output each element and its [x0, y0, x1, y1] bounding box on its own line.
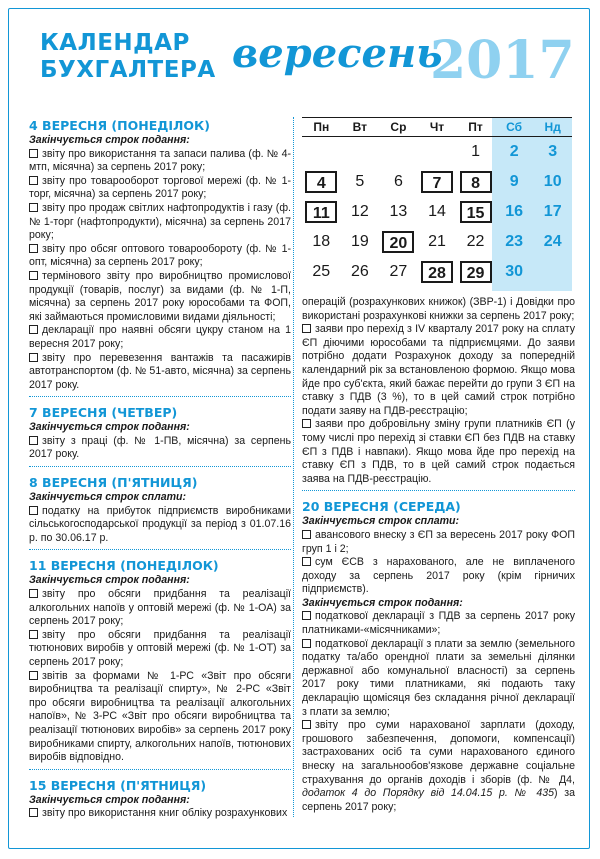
weekday-label: Пт: [468, 120, 483, 134]
checkbox-icon: [302, 324, 311, 333]
section-items: [302, 323, 575, 486]
section-subheading: Закінчується строк подання:: [29, 793, 190, 806]
title-line-1: КАЛЕНДАР: [40, 30, 190, 56]
calendar-day: 7: [421, 171, 453, 193]
list-item: [302, 323, 575, 418]
divider: [29, 769, 291, 770]
calendar-day: 19: [350, 233, 369, 250]
year-title: 2017: [430, 30, 575, 91]
calendar-day: 3: [548, 143, 558, 160]
calendar-day: 10: [543, 173, 562, 190]
calendar-day: 21: [428, 233, 446, 250]
checkbox-icon: [29, 325, 38, 334]
calendar-day: 14: [428, 203, 446, 220]
list-item: [29, 352, 291, 393]
calendar-day: 26: [350, 263, 369, 280]
list-item-text: звіту про обсяги придбання та реалізації алкогольних напоїв у оптовій мережі (ф. № 1-ОА) за серпень 2017 року;: [29, 588, 291, 628]
list-item: [29, 270, 291, 324]
checkbox-icon: [29, 506, 38, 515]
list-item-text: звіту про використання книг обліку розрахункових: [42, 807, 288, 820]
calendar-day: 2: [509, 143, 519, 160]
calendar-day: 5: [355, 173, 365, 190]
right-column: [302, 296, 575, 814]
list-item: [302, 610, 575, 637]
list-item-text: звіту про перевезення вантажів та пасажирів автотранспортом (ф. № 51-авто, місячна) за серпень 2017 року.: [29, 351, 291, 391]
list-item-text-tail: ) за серпень 2017 року;: [302, 787, 575, 813]
list-item-text: звіту про суми нарахованої зарплати (доходу, грошового забезпечення, допомоги, компенсації) застрахованих осіб та суми нарахованого єдиного внеску на загальнообов'язкове державне соціальне страхування до органів доходів і зборів (ф. № Д4,: [302, 719, 575, 786]
list-item: [29, 588, 291, 629]
calendar-day: 25: [312, 263, 331, 280]
list-item: [302, 556, 575, 597]
divider: [29, 466, 291, 467]
list-item: [29, 324, 291, 351]
section-items: [302, 529, 575, 597]
section-items: [29, 505, 291, 546]
calendar-day: 27: [389, 263, 408, 280]
checkbox-icon: [29, 436, 38, 445]
calendar-day: 15: [460, 201, 492, 223]
calendar-day: 29: [460, 261, 492, 283]
section-heading: 11 ВЕРЕСНЯ (ПОНЕДІЛОК): [29, 558, 219, 574]
list-item: [29, 807, 291, 821]
checkbox-icon: [29, 149, 38, 158]
list-item-text: звіту про обсяги придбання та реалізації тютюнових виробів у оптовій мережі (ф. № 1-ОТ) за серпень 2017 року;: [29, 628, 291, 668]
left-column: [29, 117, 291, 821]
checkbox-icon: [29, 203, 38, 212]
calendar-day: 23: [505, 233, 524, 250]
checkbox-icon: [29, 808, 38, 817]
list-item: [29, 435, 291, 462]
weekday-label: Нд: [544, 120, 561, 134]
checkbox-icon: [302, 419, 311, 428]
section-items: [302, 610, 575, 719]
calendar-day: 4: [305, 171, 337, 193]
page-title: [40, 30, 216, 84]
list-item-text: податку на прибуток підприємств виробниками сільськогосподарської продукції за період з 01.07.16 р. по 30.06.17 р.: [29, 504, 291, 544]
weekday-label: Сб: [506, 120, 523, 134]
list-item: [29, 670, 291, 765]
weekday-label: Чт: [429, 120, 445, 134]
section-subheading: Закінчується строк подання:: [29, 421, 190, 434]
calendar-day: 9: [509, 173, 519, 190]
list-item-text: декларації про наявні обсяги цукру станом на 1 вересня 2017 року;: [29, 324, 291, 350]
calendar-day: 20: [382, 231, 414, 253]
list-item: [302, 529, 575, 556]
list-item: [29, 202, 291, 243]
calendar-day: 30: [505, 263, 524, 280]
calendar-day: 6: [393, 173, 403, 190]
checkbox-icon: [29, 176, 38, 185]
checkbox-icon: [29, 671, 38, 680]
section-subheading: Закінчується строк сплати:: [302, 515, 460, 528]
checkbox-icon: [302, 611, 311, 620]
list-item-text: звіту про використання та запаси палива (ф. № 4-мтп, місячна) за серпень 2017 року;: [29, 147, 291, 174]
list-item-text: звіту про обсяг оптового товарообороту (ф. № 1-опт, місячна) за серпень 2017 року;: [29, 242, 291, 269]
checkbox-icon: [302, 720, 311, 729]
month-title: вересень: [232, 30, 443, 77]
list-item: [29, 243, 291, 270]
calendar-day: 16: [505, 203, 524, 220]
weekday-label: Пн: [313, 120, 330, 134]
list-item: [29, 175, 291, 202]
calendar-header: [302, 117, 572, 137]
section-items: [29, 807, 291, 821]
list-item-text: звіту з праці (ф. № 1-ПВ, місячна) за серпень 2017 року.: [29, 434, 291, 461]
calendar-day: 11: [305, 201, 337, 223]
section-heading: 20 ВЕРЕСНЯ (СЕРЕДА): [302, 499, 461, 515]
section-subheading: Закінчується строк подання:: [29, 134, 190, 146]
checkbox-icon: [29, 271, 38, 280]
weekday-label: Вт: [352, 120, 368, 134]
section-subheading: Закінчується строк подання:: [302, 596, 463, 609]
section-items: [29, 435, 291, 462]
calendar-day: 17: [543, 203, 562, 220]
divider: [302, 490, 575, 491]
list-item-text: податкової декларації з ПДВ за серпень 2017 року платниками-«місячниками»;: [302, 610, 575, 637]
checkbox-icon: [29, 353, 38, 362]
calendar: [302, 117, 572, 291]
section-heading: 4 ВЕРЕСНЯ (ПОНЕДІЛОК): [29, 118, 210, 133]
checkbox-icon: [29, 589, 38, 598]
list-item-text: авансового внеску з ЄП за вересень 2017 року ФОП груп 1 і 2;: [302, 528, 575, 555]
calendar-day: 22: [466, 233, 485, 250]
list-item-text: звіту про товарооборот торгової мережі (ф. № 1-торг, місячна) за серпень 2017 року;: [29, 174, 291, 201]
list-item-text: заяви про перехід з IV кварталу 2017 року на сплату ЄП діючими юрособами та підприємцями. До заяви потрібно додати Розрахунок доходу за попередній календарний рік за встановленою формою. Якщо мова йде про суб'єкта, який бажає перейти до групи 3 ЄП на ставку з ПДВ (3 %), то в цей самий строк потрібно подати заяву на ПДВ-реєстрацію;: [302, 323, 575, 417]
calendar-day: 12: [350, 203, 369, 220]
section-subheading: Закінчується строк подання:: [29, 574, 190, 587]
checkbox-icon: [302, 530, 311, 539]
list-item-italic-text: додаток 4 до Порядку від 14.04.15 р. № 435: [302, 787, 555, 800]
list-item: [29, 629, 291, 670]
section-items: [29, 588, 291, 765]
calendar-day: 13: [389, 203, 408, 220]
calendar-day: 1: [471, 143, 481, 160]
list-item-text: податкової декларації з плати за землю (земельного податку та/або орендної плати за земельні ділянки державної або комунальної власності) за серпень 2017 року тими платниками, які подають таку декларацію щомісяця без складання річної декларації з плати за землю;: [302, 637, 575, 718]
section-items: [29, 148, 291, 393]
list-item: [29, 148, 291, 175]
continued-text: операцій (розрахункових книжок) (ЗВР-1) і Довідки про використані розрахункові книжки за серпень 2017 року;: [302, 296, 575, 322]
section-subheading: Закінчується строк сплати:: [29, 491, 187, 504]
section-heading: 15 ВЕРЕСНЯ (П'ЯТНИЦЯ): [29, 777, 207, 793]
checkbox-icon: [29, 630, 38, 639]
list-item-text: сум ЄСВ з нарахованого, але не виплаченого доходу за серпень 2017 року (крім гірничих підприємств).: [302, 556, 575, 596]
list-item-text: звітів за формами № 1-РС «Звіт про обсяги виробництва та реалізації спирту», № 2-РС «Звіт про обсяги виробництва та реалізації алкогольних напоїв», № 3-РС «Звіт про обсяги виробництва та реалізації тютюнових виробів» за серпень 2017 року виробниками спирту, алкогольних напоїв, тютюнових виробів відповідно.: [29, 669, 291, 764]
calendar-day: 24: [543, 233, 562, 250]
list-item-text: термінового звіту про виробництво промислової продукції (товарів, послуг) за видами (ф. № 1-П, місячна) за серпень 2017 року юрособами та ФОП, які займаються промисловими видами діяльності;: [29, 269, 291, 323]
title-line-2: БУХГАЛТЕРА: [40, 57, 216, 83]
checkbox-icon: [302, 639, 311, 648]
calendar-day: 18: [312, 233, 331, 250]
list-item: [302, 418, 575, 486]
list-item-text: заяви про добровільну зміну групи платників ЄП (у тому числі про перехід зі ставки ЄП без ПДВ на ставку ЄП з ПДВ і навпаки). Якщо мова йде про перехід на ставку ЄП з ПДВ, то в цей самий строк подається заява на ПДВ-реєстрацію.: [302, 418, 575, 485]
list-item: [302, 638, 575, 720]
divider: [29, 396, 291, 397]
list-item: [29, 505, 291, 546]
list-item: [302, 719, 575, 814]
column-divider: [293, 117, 294, 817]
calendar-day: 28: [421, 261, 453, 283]
weekday-label: Ср: [390, 120, 407, 134]
section-heading: 7 ВЕРЕСНЯ (ЧЕТВЕР): [29, 405, 178, 421]
divider: [29, 549, 291, 550]
checkbox-icon: [29, 244, 38, 253]
calendar-day: 8: [460, 171, 492, 193]
list-item-text: звіту про продаж світлих нафтопродуктів і газу (ф. № 1-торг (нафтопродукти), місячна) за серпень 2017 року;: [29, 201, 291, 242]
checkbox-icon: [302, 557, 311, 566]
section-heading: 8 ВЕРЕСНЯ (П'ЯТНИЦЯ): [29, 475, 198, 491]
